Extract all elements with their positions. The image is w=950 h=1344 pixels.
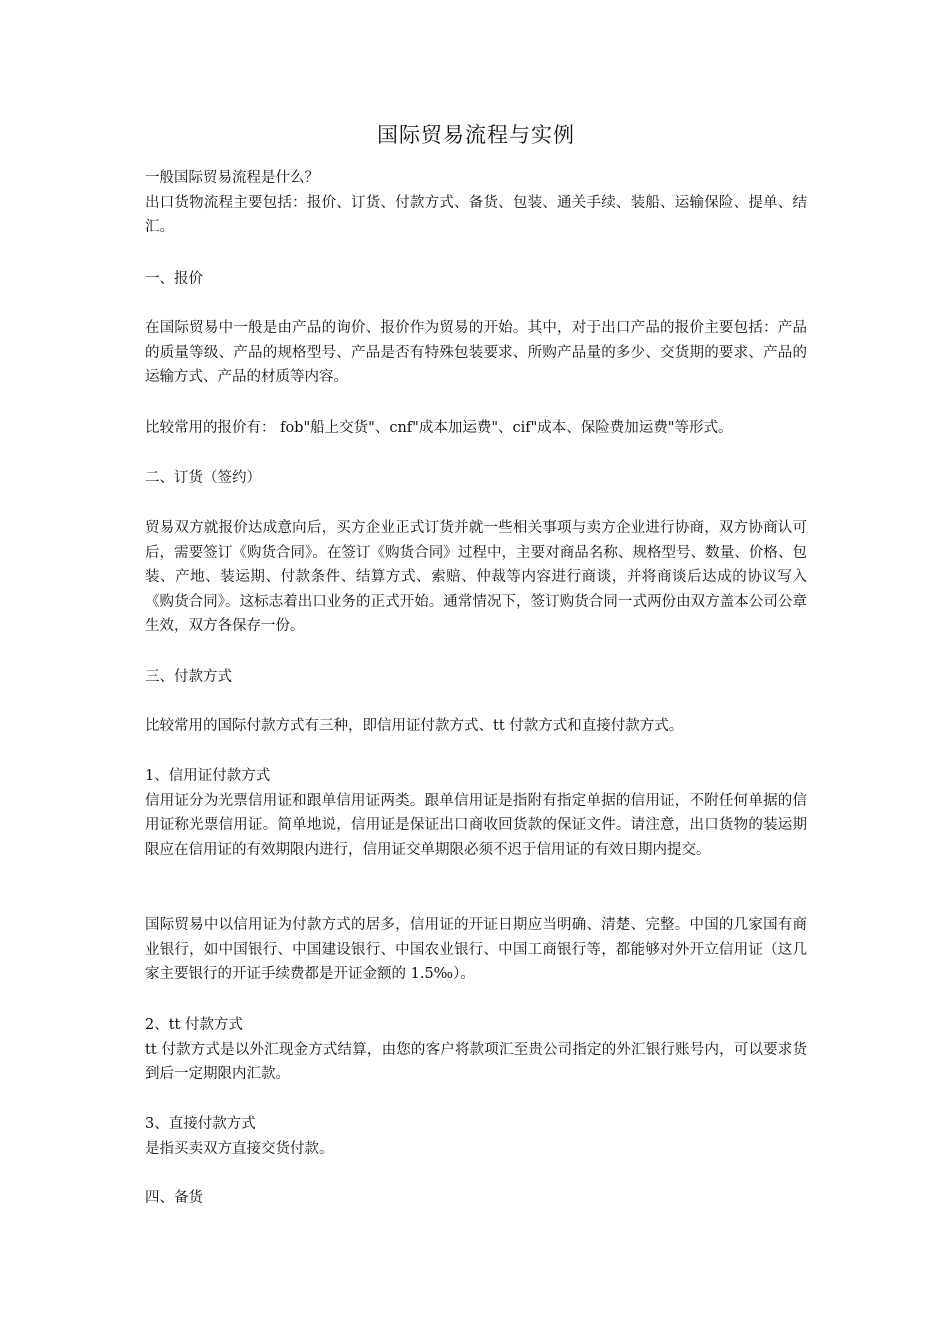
- paragraph: 比较常用的国际付款方式有三种，即信用证付款方式、tt 付款方式和直接付款方式。: [145, 718, 684, 734]
- document-title: 国际贸易流程与实例: [377, 123, 575, 147]
- subsection-title: 3、直接付款方式: [145, 1116, 256, 1132]
- section-3-paragraph-1: [145, 714, 807, 739]
- section-heading: 二、订货（签约）: [145, 470, 261, 486]
- section-heading: 一、报价: [145, 271, 203, 287]
- section-1-paragraph-2: [145, 416, 807, 441]
- section-heading: 三、付款方式: [145, 669, 232, 685]
- section-4-heading: [145, 1186, 807, 1211]
- intro-question: 一般国际贸易流程是什么？: [145, 170, 319, 186]
- subsection-3: [145, 1112, 807, 1161]
- paragraph: 信用证分为光票信用证和跟单信用证两类。跟单信用证是指附有指定单据的信用证，不附任何单据的信用证称光票信用证。简单地说，信用证是保证出口商收回货款的保证文件。请注意，出口货物的装运期限应在信用证的有效期限内进行，信用证交单期限必须不迟于信用证的有效日期内提交。: [145, 792, 807, 858]
- paragraph: 比较常用的报价有： fob"船上交货"、cnf"成本加运费"、cif"成本、保险费加运费"等形式。: [145, 420, 733, 436]
- paragraph: tt 付款方式是以外汇现金方式结算，由您的客户将款项汇至贵公司指定的外汇银行账号内，可以要求货到后一定期限内汇款。: [145, 1041, 807, 1082]
- section-1-paragraph-1: [145, 316, 807, 390]
- section-2-heading: [145, 466, 807, 491]
- subsection-1-paragraph-2: [145, 913, 807, 987]
- paragraph: 贸易双方就报价达成意向后，买方企业正式订货并就一些相关事项与卖方企业进行协商，双方协商认可后，需要签订《购货合同》。在签订《购货合同》过程中，主要对商品名称、规格型号、数量、价格、包装、产地、装运期、付款条件、结算方式、索赔、仲裁等内容进行商谈，并将商谈后达成的协议写入《购货合同》。这标志着出口业务的正式开始。通常情况下，签订购货合同一式两份由双方盖本公司公章生效，双方各保存一份。: [145, 520, 807, 634]
- intro-summary: 出口货物流程主要包括：报价、订货、付款方式、备货、包装、通关手续、装船、运输保险、提单、结汇。: [145, 194, 807, 235]
- subsection-2: [145, 1013, 807, 1087]
- subsection-title: 2、tt 付款方式: [145, 1017, 243, 1033]
- subsection-1: [145, 764, 807, 862]
- subsection-title: 1、信用证付款方式: [145, 768, 271, 784]
- section-heading: 四、备货: [145, 1190, 203, 1206]
- section-1-heading: [145, 267, 807, 292]
- paragraph: 是指买卖双方直接交货付款。: [145, 1140, 334, 1157]
- section-2-paragraph-1: [145, 516, 807, 639]
- intro-block: [145, 166, 807, 240]
- section-3-heading: [145, 665, 807, 690]
- paragraph: 国际贸易中以信用证为付款方式的居多，信用证的开证日期应当明确、清楚、完整。中国的几家国有商业银行，如中国银行、中国建设银行、中国农业银行、中国工商银行等，都能够对外开立信用证（这几家主要银行的开证手续费都是开证金额的 1.5‰）。: [145, 917, 807, 982]
- paragraph: 在国际贸易中一般是由产品的询价、报价作为贸易的开始。其中，对于出口产品的报价主要包括：产品的质量等级、产品的规格型号、产品是否有特殊包装要求、所购产品量的多少、交货期的要求、产品的运输方式、产品的材质等内容。: [145, 320, 807, 385]
